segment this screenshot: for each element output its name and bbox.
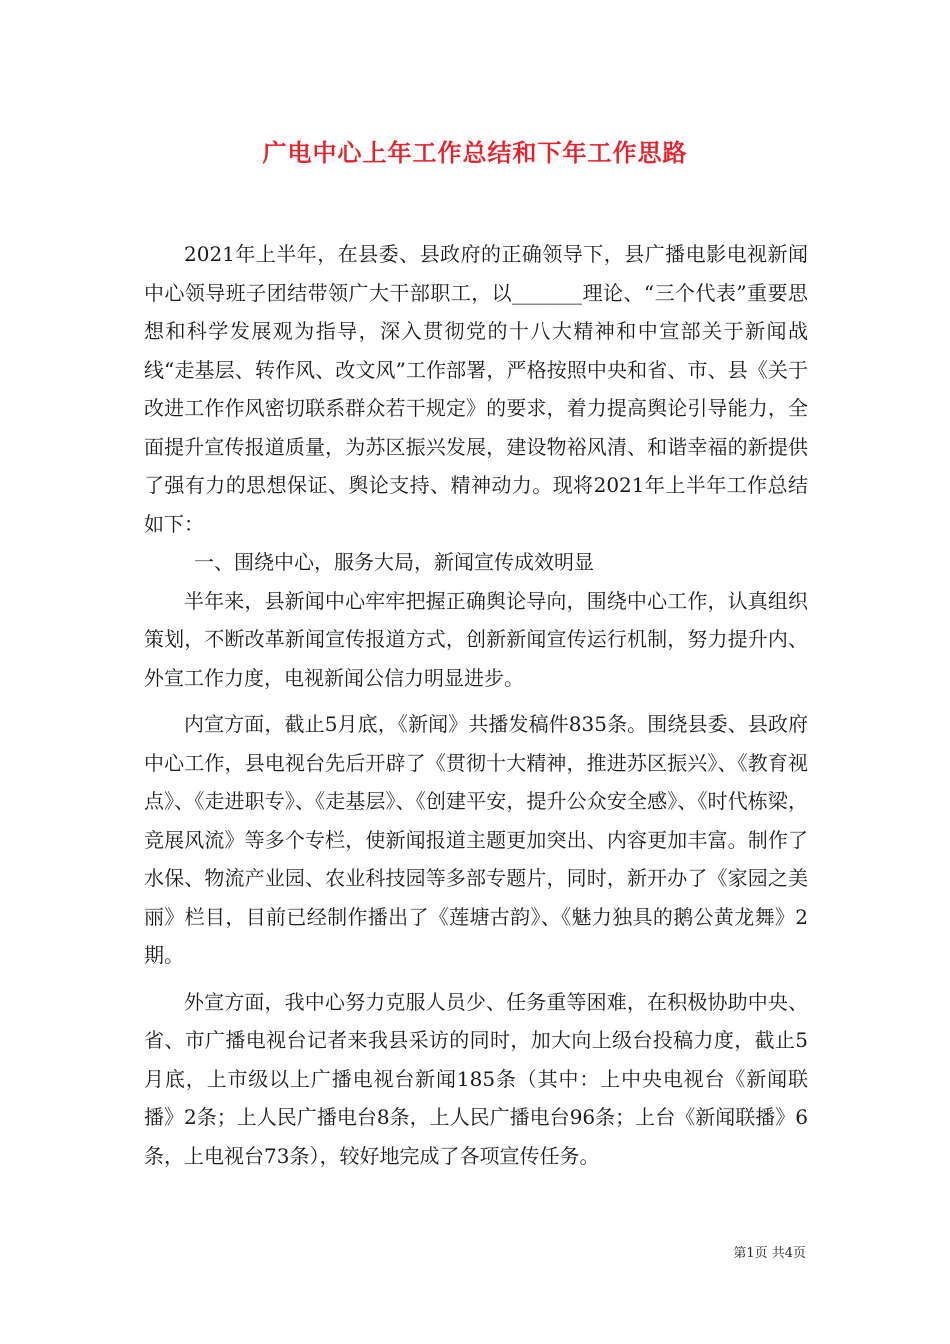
paragraph-external-publicity: 外宣方面，我中心努力克服人员少、任务重等困难，在积极协助中央、省、市广播电视台记者来我县采访的同时，加大向上级台投稿力度，截止5月底，上市级以上广播电视台新闻185条（其中：上中央电视台《新闻联播》2条；上人民广播电台8条，上人民广播电台96条；上台《新闻联播》6条，上电视台73条），较好地完成了各项宣传任务。 <box>144 989 808 1168</box>
document-body <box>144 235 808 1175</box>
section-heading-1: 一、围绕中心，服务大局，新闻宣传成效明显 <box>194 550 594 574</box>
paragraph-internal-publicity: 内宣方面，截止5月底，《新闻》共播发稿件835条。围绕县委、县政府中心工作，县电视台先后开辟了《贯彻十大精神，推进苏区振兴》、《教育视点》、《走进职专》、《走基层》、《创建平安，提升公众安全感》、《时代栋梁，竞展风流》等多个专栏，使新闻报道主题更加突出、内容更加丰富。制作了水保、物流产业园、农业科技园等多部专题片，同时，新开办了《家园之美丽》栏目，目前已经制作播出了《莲塘古韵》、《魅力独具的鹅公黄龙舞》2期。 <box>144 712 808 967</box>
paragraph-intro: 2021年上半年，在县委、县政府的正确领导下，县广播电影电视新闻中心领导班子团结带领广大干部职工，以_______理论、“三个代表”重要思想和科学发展观为指导，深入贯彻党的十八大精神和中宣部关于新闻战线“走基层、转作风、改文风”工作部署，严格按照中央和省、市、县《关于改进工作作风密切联系群众若干规定》的要求，着力提高舆论引导能力，全面提升宣传报道质量，为苏区振兴发展，建设物裕风清、和谐幸福的新提供了强有力的思想保证、舆论支持、精神动力。现将2021年上半年工作总结如下： <box>144 242 808 536</box>
page-number-footer: 第1页 共4页 <box>733 1246 806 1261</box>
paragraph-half-year: 半年来，县新闻中心牢牢把握正确舆论导向，围绕中心工作，认真组织策划，不断改革新闻宣传报道方式，创新新闻宣传运行机制，努力提升内、外宣工作力度，电视新闻公信力明显进步。 <box>144 588 808 690</box>
document-title: 广电中心上年工作总结和下年工作思路 <box>262 139 688 167</box>
